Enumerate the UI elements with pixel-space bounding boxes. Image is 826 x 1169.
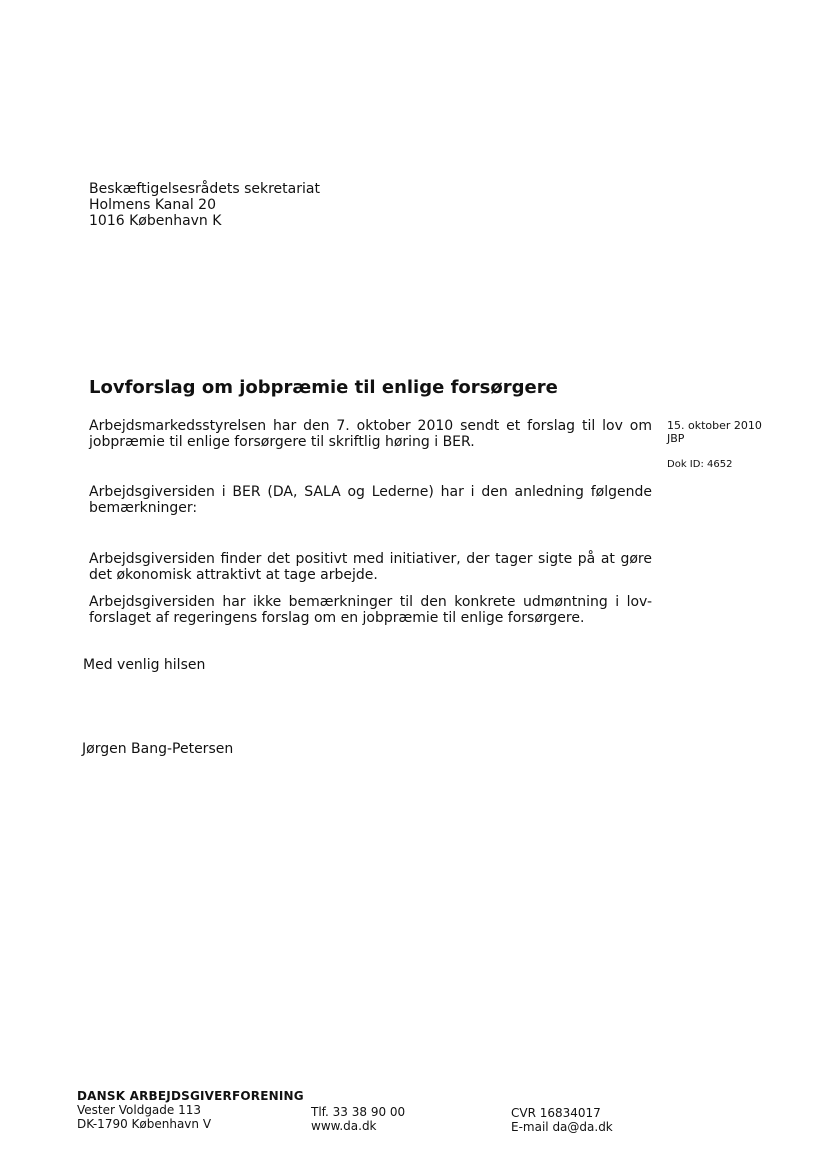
recipient-line: 1016 København K — [89, 213, 222, 229]
footer-contact — [311, 1105, 405, 1133]
closing-text: Med venlig hilsen — [83, 657, 206, 673]
footer-registry — [511, 1106, 613, 1134]
body-paragraph: Arbejdsgiversiden i BER (DA, SALA og Lederne) har i den anledning følgende bemærkninger: — [89, 484, 652, 516]
footer-address-line: DK-1790 København V — [77, 1117, 212, 1131]
body-paragraph: Arbejdsgiversiden finder det positivt med initiativer, der tager sigte på at gøre det økonomisk attraktivt at tage arbejde. — [89, 551, 652, 583]
body-paragraph: Arbejdsmarkedsstyrelsen har den 7. oktober 2010 sendt et forslag til lov om jobpræmie til enlige forsørgere til skriftlig høring i BER. — [89, 418, 652, 450]
footer-organization-name: DANSK ARBEJDSGIVERFORENING — [77, 1089, 304, 1103]
footer-website: www.da.dk — [311, 1119, 377, 1133]
recipient-address — [89, 181, 320, 229]
letter-title: Lovforslag om jobpræmie til enlige forsørgere — [89, 377, 558, 398]
recipient-line: Beskæftigelsesrådets sekretariat — [89, 181, 320, 197]
footer-phone: Tlf. 33 38 90 00 — [311, 1105, 406, 1119]
document-id: Dok ID: 4652 — [667, 459, 733, 470]
footer-address-line: Vester Voldgade 113 — [77, 1103, 202, 1117]
letter-meta — [667, 419, 762, 445]
recipient-line: Holmens Kanal 20 — [89, 197, 216, 213]
letter-date: 15. oktober 2010 — [667, 419, 762, 432]
footer-cvr: CVR 16834017 — [511, 1106, 601, 1120]
footer-address — [77, 1103, 211, 1131]
footer-email: E-mail da@da.dk — [511, 1120, 613, 1134]
signature-name: Jørgen Bang-Petersen — [82, 741, 234, 757]
author-initials: JBP — [667, 432, 685, 445]
body-paragraph: Arbejdsgiversiden har ikke bemærkninger til den konkrete udmøntning i lov-forslaget af regeringens forslag om en jobpræmie til enlige forsørgere. — [89, 594, 652, 626]
